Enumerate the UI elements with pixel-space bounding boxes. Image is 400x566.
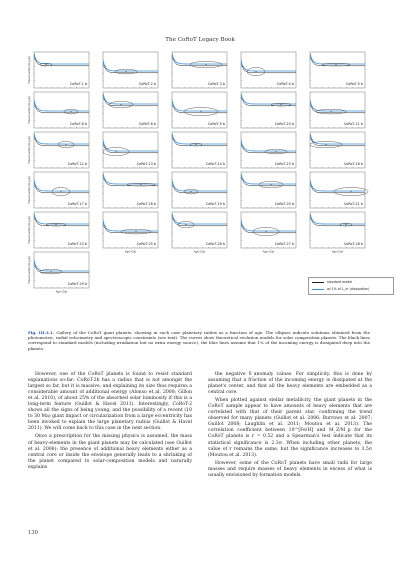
- constraint-point: [126, 71, 127, 72]
- legend-entry-dissipation: [312, 287, 369, 291]
- constraint-point: [56, 224, 57, 225]
- constraint-point: [136, 231, 137, 232]
- constraint-point: [206, 64, 207, 65]
- figure-caption: [28, 330, 370, 351]
- planet-label: CoRoT-19 b: [205, 202, 225, 206]
- planet-label: CoRoT-6 b: [69, 122, 87, 126]
- constraint-point: [116, 151, 117, 152]
- planet-panel: [103, 92, 158, 128]
- x-axis-label: Age [Ga]: [55, 290, 68, 294]
- planet-label: CoRoT-12 b: [67, 162, 87, 166]
- planet-label: CoRoT-9 b: [207, 122, 225, 126]
- planet-panel: [172, 132, 227, 168]
- planet-label: CoRoT-17 b: [67, 202, 87, 206]
- constraint-point: [196, 144, 197, 145]
- constraint-point: [186, 224, 187, 225]
- planet-panel: [310, 92, 365, 128]
- radius-age-plot: [103, 52, 158, 88]
- y-axis-label: Planet radius [R_Jup]: [28, 136, 31, 164]
- planet-panel: [103, 172, 158, 208]
- radius-age-plot: [310, 212, 365, 254]
- radius-age-plot: [172, 212, 227, 254]
- y-axis-label: Planet radius [R_Jup]: [28, 216, 31, 244]
- planet-label: CoRoT-8 b: [138, 122, 156, 126]
- constraint-point: [191, 191, 192, 192]
- y-axis-label: Planet radius [R_Jup]: [28, 96, 31, 124]
- constraint-point: [271, 184, 272, 185]
- running-head: The CoRoT Legacy Book: [165, 37, 235, 43]
- constraint-point: [346, 224, 347, 225]
- constraint-point: [71, 111, 72, 112]
- planet-panel: [28, 172, 89, 208]
- planet-panel: [28, 252, 89, 294]
- planet-label: CoRoT-23 b: [67, 242, 87, 246]
- radius-age-plot: [310, 92, 365, 128]
- planet-label: CoRoT-10 b: [274, 122, 294, 126]
- planet-label: CoRoT-4 b: [276, 82, 294, 86]
- y-axis-label: Planet radius [R_Jup]: [28, 176, 31, 204]
- radius-age-plot: [241, 52, 296, 88]
- planet-panel: [310, 212, 365, 254]
- planet-label: CoRoT-25 b: [136, 242, 156, 246]
- planet-label: CoRoT-27 b: [274, 242, 294, 246]
- legend-label: standard model: [327, 280, 353, 284]
- planet-panel: [28, 132, 89, 168]
- planet-label: CoRoT-13 b: [136, 162, 156, 166]
- planet-label: CoRoT-15 b: [274, 162, 294, 166]
- planet-panel: [28, 92, 89, 128]
- x-axis-label: Age [Ga]: [262, 250, 275, 254]
- constraint-point: [51, 271, 52, 272]
- planet-panel: [310, 132, 365, 168]
- planet-label: CoRoT-5 b: [345, 82, 363, 86]
- radius-age-plot: [28, 252, 89, 294]
- radius-age-plot: [103, 132, 158, 168]
- paragraph: When plotted against stellar metallicity, the giant planets in the CoRoT sample appear to have amounts of heavy elements that are correlated with that of their parent star, confirming the trend observed for many planets (Guillot et al. 2006; Burrows et al. 2007; Guillot 2008; Laughlin et al. 2011; Moutou et al. 2013). The correlation coefficient between 10^[Fe/H] and M_Z/M_p for the CoRoT planets is r = 0.52 and a Spearman's test indicate that its statistical significance is 2.3σ. When including other planets, the value of r remains the same, but the significance increases to 3.5σ (Moutou et al. 2013).: [208, 398, 372, 458]
- constraint-point: [66, 144, 67, 145]
- radius-age-plot: [172, 92, 227, 128]
- planet-panel: [241, 92, 296, 128]
- constraint-point: [121, 104, 122, 105]
- planet-label: CoRoT-18 b: [136, 202, 156, 206]
- planet-label: CoRoT-26 b: [205, 242, 225, 246]
- constraint-point: [256, 71, 257, 72]
- planet-label: CoRoT-14 b: [205, 162, 225, 166]
- radius-age-plot: [28, 212, 89, 248]
- y-axis-label: Planet radius [R_Jup]: [28, 256, 31, 284]
- left-column: [28, 372, 192, 481]
- constraint-point: [331, 111, 332, 112]
- planet-panel: [310, 52, 365, 88]
- caption-text: Gallery of the CoRoT giant planets, showing in each case planetary radius as a function of age. The ellipses indicate solutions obtained from the photometric, radial velocimetry and spectroscopic constraints (see text). The curves show theoretical evolution models for solar composition planets. The black lines correspond to standard models (including irradiation but no extra energy source), the blue lines assume that 1% of the incoming energy is dissipated deep into the planets.: [28, 330, 370, 351]
- planet-panel: [241, 212, 296, 254]
- legend-entry-standard: [312, 280, 352, 284]
- radius-age-plot: [310, 172, 365, 208]
- planet-panel: [103, 132, 158, 168]
- right-column: [208, 372, 372, 481]
- legend-label: w/ 1% of L_irr (dissipation): [327, 287, 370, 291]
- planet-panel: [241, 132, 296, 168]
- planet-panel: [241, 172, 296, 208]
- constraint-point: [326, 144, 327, 145]
- paragraph: the negative δ_anomaly values. For simplicity, this is done by assuming that a fraction of the incoming energy is dissipated at the planet's center, and that all the heavy elements are embedded as a central core.: [208, 372, 372, 396]
- planet-label: CoRoT-11 b: [343, 122, 363, 126]
- radius-age-plot: [103, 172, 158, 208]
- caption-label: Fig. III.3.1.: [28, 330, 55, 335]
- paragraph: However, one of the CoRoT planets is found to resist standard explanations so-far: CoRoT-2b has a radius that is not amongst the largest so far, but it is massive, and explaining its size thus requires a considerable amount of additional energy (Alonso et al. 2008; Gillon et al. 2010), of about 25% of the absorbed solar luminosity if this is a long-term feature (Guillot & Havel 2011). Interestingly, CoRoT-2 shows all the signs of being young, and the possibility of a recent (10 to 30 Ma) giant impact or circularization from a large eccentricity has been invoked to explain the large planetary radius (Guillot & Havel 2011). We will come back to this case in the next section.: [28, 372, 192, 432]
- radius-age-plot: [28, 92, 89, 128]
- page-number: 130: [28, 530, 38, 536]
- legend-swatch: [312, 289, 324, 290]
- planet-label: CoRoT-16 b: [343, 162, 363, 166]
- radius-age-plot: [28, 52, 89, 88]
- planet-label: CoRoT-29 b: [67, 282, 87, 286]
- radius-age-plot: [310, 52, 365, 88]
- planet-panel: [28, 212, 89, 248]
- radius-age-plot: [103, 212, 158, 254]
- constraint-point: [276, 151, 277, 152]
- radius-age-plot: [241, 212, 296, 254]
- constraint-point: [201, 111, 202, 112]
- constraint-point: [266, 231, 267, 232]
- radius-age-plot: [172, 132, 227, 168]
- planet-label: CoRoT-3 b: [207, 82, 225, 86]
- radius-age-plot: [310, 132, 365, 168]
- constraint-point: [46, 64, 47, 65]
- planet-label: CoRoT-20 b: [274, 202, 294, 206]
- paragraph: However, some of the CoRoT planets have small radii for large masses and require masses of heavy elements in excess of what is usually envisioned by formation models.: [208, 460, 372, 478]
- radius-age-plot: [241, 172, 296, 208]
- x-axis-label: Age [Ga]: [193, 250, 206, 254]
- planet-panel: [103, 52, 158, 88]
- planet-panel: [241, 52, 296, 88]
- radius-age-plot: [241, 132, 296, 168]
- constraint-point: [61, 191, 62, 192]
- x-axis-label: Age [Ga]: [124, 250, 137, 254]
- constraint-point: [351, 191, 352, 192]
- constraint-point: [336, 64, 337, 65]
- planet-label: CoRoT-2 b: [138, 82, 156, 86]
- planet-panel: [172, 52, 227, 88]
- figure-legend: [308, 277, 394, 295]
- planet-label: CoRoT-28 b: [343, 242, 363, 246]
- planet-panel: [28, 52, 89, 88]
- planet-panel: [310, 172, 365, 208]
- figure-gallery: [28, 52, 368, 317]
- radius-age-plot: [172, 52, 227, 88]
- constraint-point: [281, 104, 282, 105]
- body-columns: [28, 372, 372, 481]
- radius-age-plot: [103, 92, 158, 128]
- planet-label: CoRoT-1 b: [69, 82, 87, 86]
- paragraph: Once a prescription for the missing physics is assumed, the mass of heavy-elements in the giant planets may be calculated (see Guillot et al. 2006): the presence of additional heavy elements either as a central core or inside the envelope generally leads to a shrinking of the planet compared to solar-composition models and naturally explains: [28, 434, 192, 470]
- y-axis-label: Planet radius [R_Jup]: [28, 56, 31, 84]
- radius-age-plot: [241, 92, 296, 128]
- radius-age-plot: [28, 132, 89, 168]
- legend-swatch: [312, 282, 324, 283]
- radius-age-plot: [28, 172, 89, 208]
- planet-panel: [172, 92, 227, 128]
- radius-age-plot: [172, 172, 227, 208]
- constraint-point: [141, 184, 142, 185]
- planet-panel: [103, 212, 158, 254]
- planet-panel: [172, 172, 227, 208]
- planet-panel: [172, 212, 227, 254]
- x-axis-label: Age [Ga]: [331, 250, 344, 254]
- planet-label: CoRoT-21 b: [343, 202, 363, 206]
